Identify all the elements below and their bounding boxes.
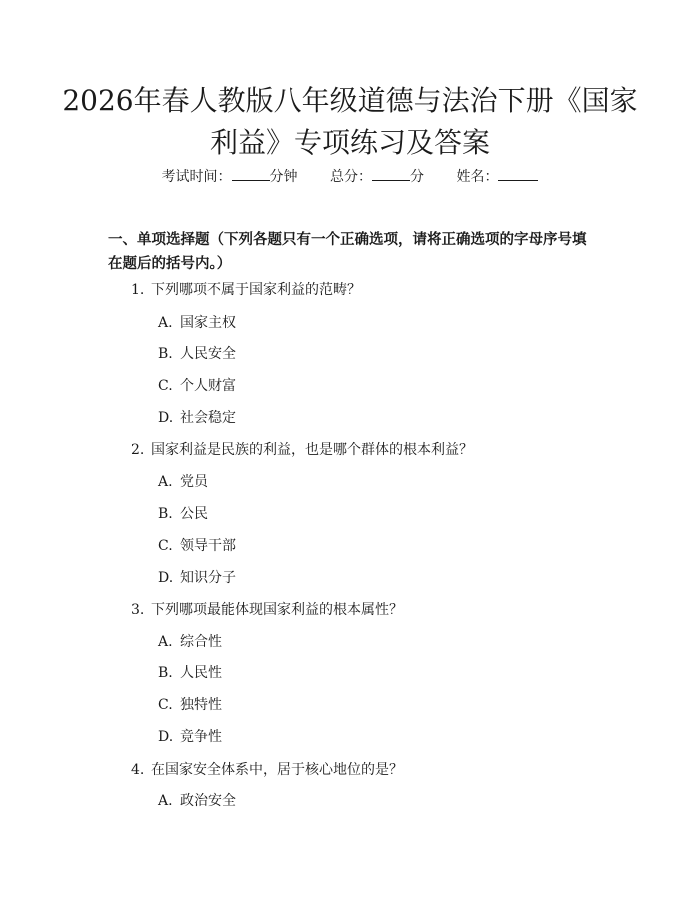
option-item xyxy=(158,313,236,333)
option-item xyxy=(158,791,236,811)
exam-time-label: 考试时间： xyxy=(161,169,232,185)
option-letter: D. xyxy=(158,410,174,426)
option-item xyxy=(158,663,222,683)
option-letter: B. xyxy=(158,346,173,362)
option-item xyxy=(158,344,236,364)
question-number: 3. xyxy=(131,602,145,618)
section-heading: 一、单项选择题（下列各题只有一个正确选项，请将正确选项的字母序号填在题后的括号内。） xyxy=(108,231,587,272)
exam-info-line xyxy=(0,166,700,188)
option-letter: B. xyxy=(158,665,173,681)
option-item xyxy=(158,472,208,492)
option-item xyxy=(158,568,236,588)
question-item xyxy=(131,440,473,460)
option-text: 竞争性 xyxy=(180,729,222,745)
option-letter: D. xyxy=(158,570,174,586)
question-item xyxy=(131,280,361,300)
option-text: 人民安全 xyxy=(180,346,236,362)
option-item xyxy=(158,408,236,428)
option-text: 党员 xyxy=(180,474,208,490)
student-name-field xyxy=(456,169,538,185)
option-item xyxy=(158,504,208,524)
option-letter: A. xyxy=(158,634,173,650)
option-letter: A. xyxy=(158,793,173,809)
option-text: 国家主权 xyxy=(180,315,236,331)
option-letter: B. xyxy=(158,506,173,522)
question-text: 在国家安全体系中，居于核心地位的是？ xyxy=(151,762,403,778)
question-text: 下列哪项不属于国家利益的范畴？ xyxy=(151,282,361,298)
total-score-blank xyxy=(372,166,410,181)
question-number: 4. xyxy=(131,762,145,778)
student-name-blank xyxy=(498,166,538,181)
option-text: 综合性 xyxy=(180,634,222,650)
option-letter: A. xyxy=(158,315,173,331)
option-letter: D. xyxy=(158,729,174,745)
exam-time-field xyxy=(162,169,302,185)
option-text: 政治安全 xyxy=(180,793,236,809)
exam-time-blank xyxy=(232,166,270,181)
option-item xyxy=(158,695,222,715)
exam-time-unit: 分钟 xyxy=(269,169,298,185)
option-item xyxy=(158,727,222,747)
total-score-field xyxy=(330,169,428,185)
question-item xyxy=(131,760,403,780)
document-title: 2026年春人教版八年级道德与法治下册《国家利益》专项练习及答案 xyxy=(62,84,638,159)
option-item xyxy=(158,632,222,652)
question-text: 下列哪项最能体现国家利益的根本属性？ xyxy=(151,602,403,618)
total-score-label: 总分： xyxy=(330,169,372,185)
option-text: 独特性 xyxy=(180,697,222,713)
question-text: 国家利益是民族的利益，也是哪个群体的根本利益？ xyxy=(151,442,473,458)
option-item xyxy=(158,536,236,556)
option-letter: A. xyxy=(158,474,173,490)
option-text: 领导干部 xyxy=(180,538,236,554)
question-number: 1. xyxy=(131,282,145,298)
student-name-label: 姓名： xyxy=(456,169,499,185)
question-item xyxy=(131,600,403,620)
option-item xyxy=(158,376,236,396)
total-score-unit: 分 xyxy=(410,169,424,185)
option-text: 个人财富 xyxy=(180,378,236,394)
option-letter: C. xyxy=(158,697,173,713)
option-text: 人民性 xyxy=(180,665,222,681)
option-letter: C. xyxy=(158,538,173,554)
question-number: 2. xyxy=(131,442,145,458)
option-text: 知识分子 xyxy=(180,570,236,586)
option-letter: C. xyxy=(158,378,173,394)
option-text: 社会稳定 xyxy=(180,410,236,426)
option-text: 公民 xyxy=(180,506,208,522)
